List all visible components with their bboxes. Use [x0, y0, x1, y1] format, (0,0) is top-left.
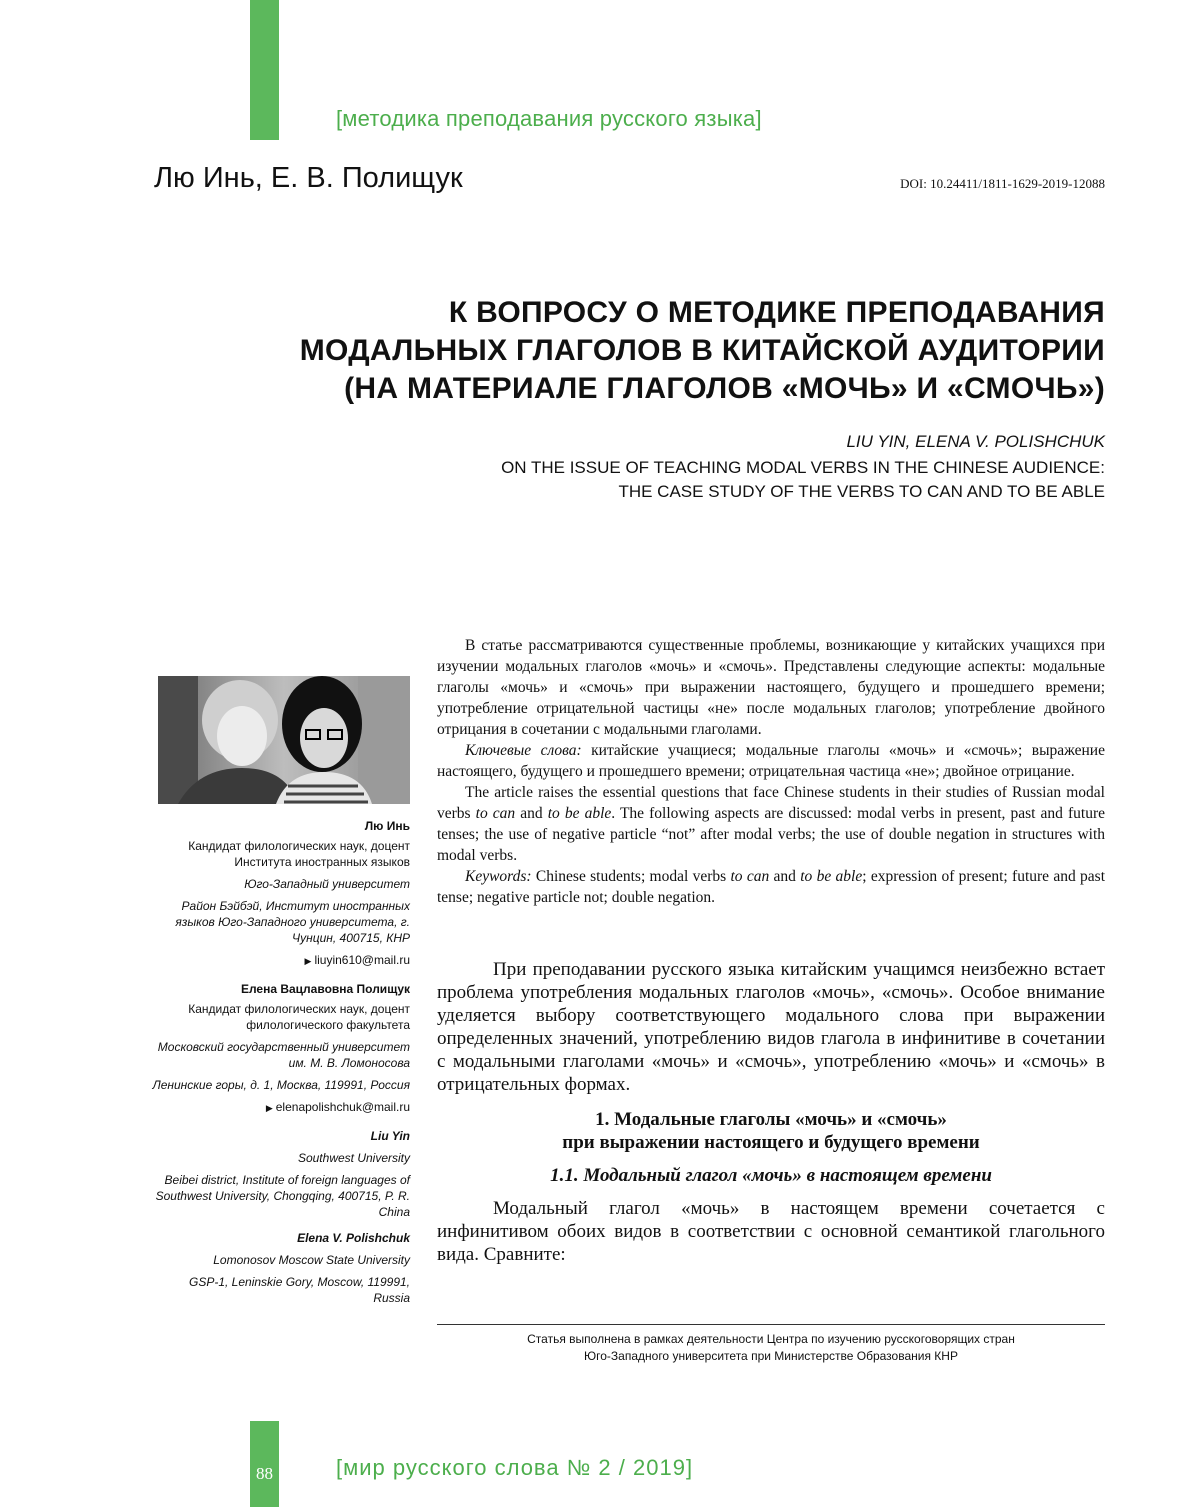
keywords-en-text: ; expression of present; future and past tense; negative particle not; double negation. [437, 868, 1106, 906]
abstract-ru: В статье рассматриваются существенные проблемы, возникающие у китайских учащихся при изучении модальных глаголов «мочь» и «смочь». Представлены следующие аспекты: модальные глаголы «мочь» и «смочь» при выражении настоящего, будущего и прошедшего времени; употребление отрицательной частицы «не» после модальных глаголов; употребление двойного отрицания в сочетании с модальными глаголами. [437, 637, 1105, 738]
author2-email-row [150, 1099, 410, 1116]
author2-email[interactable]: elenapolishchuk@mail.ru [275, 1100, 410, 1114]
doi: DOI: 10.24411/1811-1629-2019-12088 [900, 176, 1105, 191]
authors-en: LIU YIN, ELENA V. POLISHCHUK [846, 432, 1105, 451]
author1-email[interactable]: liuyin610@mail.ru [314, 953, 410, 967]
author2-university: Московский государственный университет им. М. В. Ломоносова [157, 1040, 410, 1070]
section-label: [методика преподавания русского языка] [336, 106, 762, 131]
abstract-en [437, 782, 1105, 866]
section-heading-line: 1. Модальные глаголы «мочь» и «смочь» [595, 1109, 947, 1130]
body-text [437, 958, 1105, 1266]
keywords-en-italic: to can [730, 868, 770, 885]
body-paragraph: Модальный глагол «мочь» в настоящем времени сочетается с инфинитивом обоих видов в соответствии с основной семантикой глагольного вида. Сравните: [437, 1198, 1105, 1265]
keywords-en-text: and [769, 868, 801, 885]
abstract-en-text: . The following aspects are discussed: modal verbs in present, past and future tenses; the use of negative particle “not” after modal verbs; the use of double negation in structures with modal verbs. [437, 805, 1105, 864]
authors-photo [158, 676, 410, 804]
abstract-en-italic: to be able [547, 805, 612, 822]
author2-university-en: Lomonosov Moscow State University [213, 1253, 410, 1267]
author2-address: Ленинские горы, д. 1, Москва, 119991, Россия [152, 1078, 410, 1092]
section-heading [437, 1108, 1105, 1154]
title-ru-line: К ВОПРОСУ О МЕТОДИКЕ ПРЕПОДАВАНИЯ [448, 296, 1105, 329]
keywords-label-ru: Ключевые слова: [465, 742, 582, 759]
author1-university-en: Southwest University [297, 1151, 410, 1165]
body-paragraph: При преподавании русского языка китайским учащимся неизбежно встает проблема употребления модальных глаголов «мочь», «смочь». Особое внимание уделяется выбору соответствующего модального слова при выражении определенных значений, употреблению видов глагола в инфинитиве в сочетании с модальными глаголами «мочь» и «смочь», употреблению «мочь» и «смочь» в отрицательных формах. [437, 959, 1105, 1095]
keywords-ru [437, 740, 1105, 782]
title-en-line: THE CASE STUDY OF THE VERBS TO CAN AND TO BE ABLE [618, 482, 1105, 501]
footnote [437, 1331, 1105, 1365]
keywords-en-italic: to be able [800, 868, 863, 885]
keywords-en [437, 866, 1105, 908]
authors-ru: Лю Инь, Е. В. Полищук [154, 162, 463, 194]
journal-footer: [мир русского слова № 2 / 2019] [336, 1455, 694, 1480]
abstract-en-text: The article raises the essential questions that face Chinese students in their studies of Russian modal verbs [437, 784, 1105, 822]
arrow-icon: ▶ [265, 1103, 273, 1113]
green-header-bar [250, 0, 279, 140]
author2-degree: Кандидат филологических наук, доцент филологического факультета [188, 1002, 410, 1032]
author1-address: Район Бэйбэй, Институт иностранных языков Юго-Западного университета, г. Чунцин, 400715, КНР [175, 899, 410, 945]
abstract-en-text: and [515, 805, 548, 822]
section-heading-line: при выражении настоящего и будущего времени [562, 1132, 980, 1153]
keywords-en-text: Chinese students; modal verbs [531, 868, 731, 885]
author1-address-en: Beibei district, Institute of foreign languages of Southwest University, Chongqing, 400715, P. R. China [155, 1173, 410, 1219]
author1-name-en: Liu Yin [370, 1129, 410, 1143]
footnote-line: Юго-Западного университета при Министерстве Образования КНР [584, 1349, 958, 1363]
abstract-en-italic: to can [475, 805, 516, 822]
footnote-divider [437, 1324, 1105, 1325]
author2-address-en: GSP-1, Leninskie Gory, Moscow, 119991, Russia [189, 1275, 410, 1305]
keywords-label-en: Keywords: [465, 868, 532, 885]
title-ru-line: МОДАЛЬНЫХ ГЛАГОЛОВ В КИТАЙСКОЙ АУДИТОРИИ [299, 334, 1105, 367]
abstract [437, 635, 1105, 908]
title-en-line: ON THE ISSUE OF TEACHING MODAL VERBS IN THE CHINESE AUDIENCE: [501, 458, 1105, 477]
author-sidebar [150, 818, 410, 1306]
arrow-icon: ▶ [304, 956, 312, 966]
subsection-heading: 1.1. Модальный глагол «мочь» в настоящем времени [550, 1165, 992, 1186]
author1-university: Юго-Западный университет [244, 877, 410, 891]
author2-name: Елена Вацлавовна Полищук [240, 982, 410, 996]
page-number: 88 [256, 1464, 273, 1483]
title-en [305, 456, 1105, 504]
author1-email-row [150, 952, 410, 969]
author2-name-en: Elena V. Polishchuk [297, 1231, 410, 1245]
title-ru-line: (НА МАТЕРИАЛЕ ГЛАГОЛОВ «МОЧЬ» И «СМОЧЬ») [344, 372, 1105, 405]
title-ru [205, 294, 1105, 408]
footnote-line: Статья выполнена в рамках деятельности Центра по изучению русскоговорящих стран [527, 1332, 1015, 1346]
author1-name: Лю Инь [364, 819, 410, 833]
keywords-ru-text: китайские учащиеся; модальные глаголы «мочь» и «смочь»; выражение настоящего, будущего и прошедшего времени; отрицательная частица «не»; двойное отрицание. [437, 742, 1105, 780]
author1-degree: Кандидат филологических наук, доцент Института иностранных языков [188, 839, 410, 869]
